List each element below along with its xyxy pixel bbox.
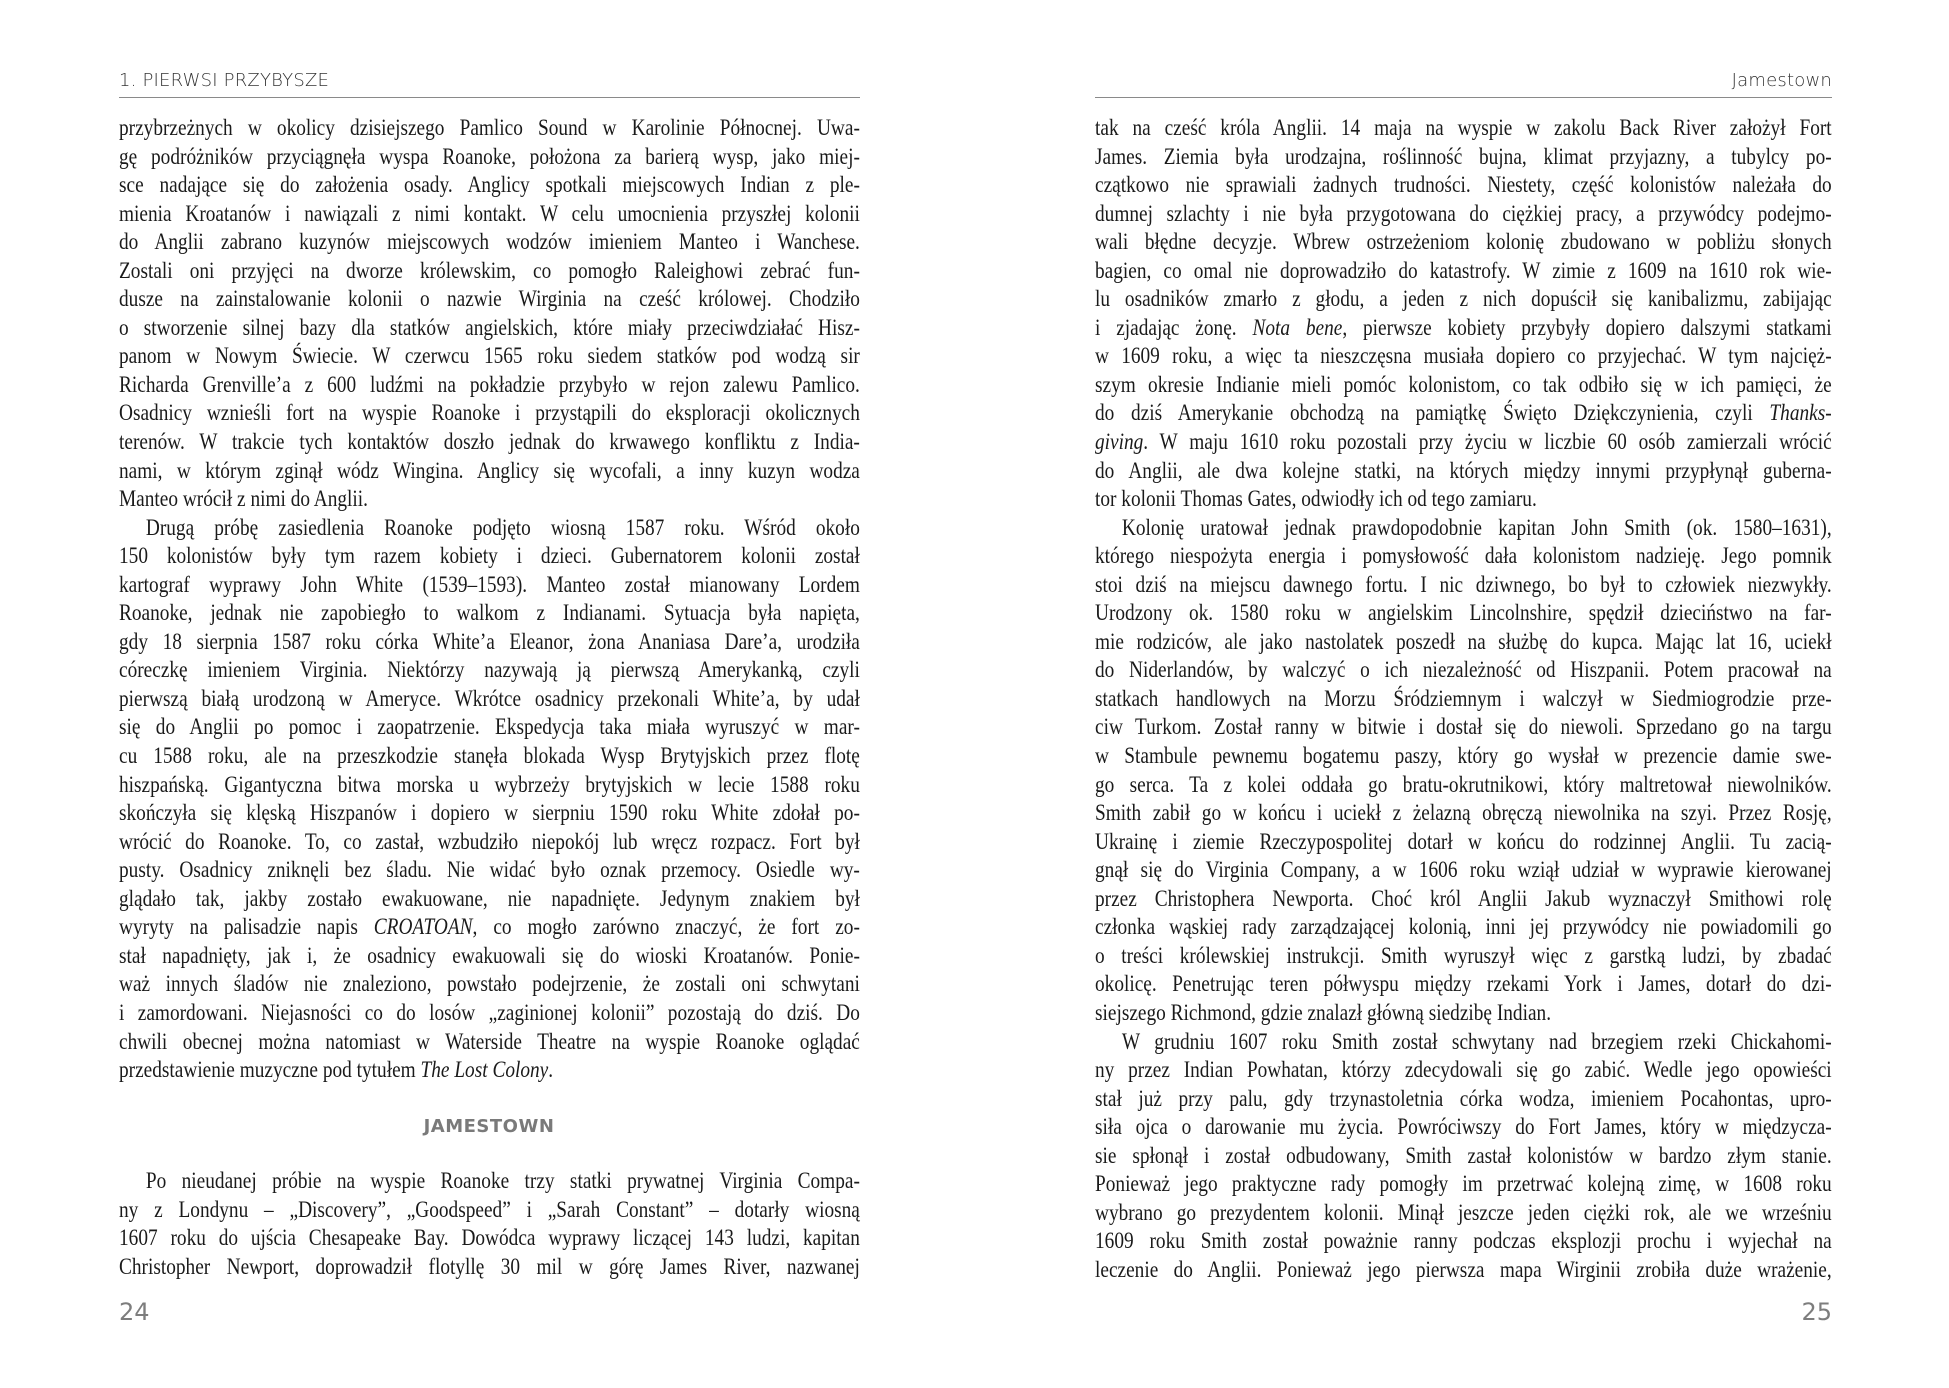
- text-line: siła ojca o darowanie mu życia. Powróciwszy do Fort James, który w międzycza-: [1095, 1114, 1832, 1140]
- text-line: chwili obecnej można natomiast w Waterside Theatre na wyspie Roanoke oglądać: [119, 1028, 860, 1054]
- text-line: 150 kolonistów były tym razem kobiety i dzieci. Gubernatorem kolonii został: [119, 543, 860, 569]
- header-rule-right: [1095, 97, 1832, 98]
- section-heading: JAMESTOWN: [423, 1116, 555, 1137]
- text-line: do Niderlandów, by walczyć o ich niezależność od Hiszpanii. Potem pracował na: [1095, 657, 1832, 683]
- section-body-text: [119, 1167, 1001, 1281]
- text-line: lu osadników zmarło z głodu, a jeden z nich dopuścił się kanibalizmu, zabijając: [1095, 286, 1832, 312]
- text-segment: i zjadając żonę.: [1095, 314, 1253, 340]
- text-line: nami, w którym zginął wódz Wingina. Anglicy się wycofali, a inny kuzyn wodza: [119, 457, 860, 483]
- text-line: leczenie do Anglii. Ponieważ jego pierwsza mapa Wirginii zrobiła duże wrażenie,: [1095, 1256, 1832, 1282]
- text-line: Richarda Grenville’a z 600 ludźmi na pokładzie przybyło w rejon zalewu Pamlico.: [119, 371, 860, 397]
- text-line: którego niespożyta energia i pomysłowość dała kolonistom nadzieję. Jego pomnik: [1095, 543, 1832, 569]
- text-line: do Anglii, ale dwa kolejne statki, na których między innymi przypłynął guberna-: [1095, 457, 1832, 483]
- text-line: ny przez Indian Powhatan, którzy zdecydowali się go zabić. Wedle jego opowieści: [1095, 1057, 1832, 1083]
- text-line: wrócić do Roanoke. To, co zastał, wzbudziło niepokój lub wręcz rozpacz. Fort był: [119, 828, 860, 854]
- text-line: o stworzenie silnej bazy dla statków angielskich, które miały przeciwdziałać Hisz-: [119, 314, 860, 340]
- text-line: W grudniu 1607 roku Smith został schwytany nad brzegiem rzeki Chickahomi-: [1121, 1028, 1832, 1054]
- text-line: Ukrainę i ziemie Rzeczypospolitej dotarł w końcu do rodzinnej Anglii. Tu zacią-: [1095, 828, 1832, 854]
- text-line: ny z Londynu – „Discovery”, „Goodspeed” i „Sarah Constant” – dotarły wiosną: [119, 1196, 860, 1222]
- italic-text: Nota bene: [1252, 314, 1343, 340]
- text-line: Urodzony ok. 1580 roku w angielskim Lincolnshire, spędził dzieciństwo na far-: [1095, 600, 1832, 626]
- text-line: tor kolonii Thomas Gates, odwiodły ich od tego zamiaru.: [1095, 486, 1537, 512]
- text-line: kartograf wyprawy John White (1539–1593). Manteo został mianowany Lordem: [119, 571, 860, 597]
- text-line: statkach handlowych na Morzu Śródziemnym i walczył w Siedmiogrodzie prze-: [1095, 685, 1832, 711]
- text-line: 1607 roku do ujścia Chesapeake Bay. Dowódca wyprawy liczącej 143 ludzi, kapitan: [119, 1225, 860, 1251]
- text-line: gę podróżników przyciągnęła wyspa Roanoke, położona za barierą wysp, jako miej-: [119, 143, 860, 169]
- text-line: [1095, 428, 1832, 457]
- text-line: wali błędne decyzje. Wbrew ostrzeżeniom kolonię zbudowano w pobliżu słonych: [1095, 229, 1832, 255]
- text-line: [119, 1056, 860, 1085]
- text-line: przez Christophera Newporta. Choć król Anglii Jakub wyznaczył Smithowi rolę: [1095, 885, 1832, 911]
- text-line: Smith zabił go w końcu i uciekł z żelazną obręczą niewolnika na szyi. Przez Rosję,: [1095, 800, 1832, 826]
- text-line: o treści królewskiej instrukcji. Smith wyruszył więc z garstką ludzi, by zbadać: [1095, 942, 1832, 968]
- italic-text: The Lost Colony: [420, 1057, 549, 1083]
- text-line: siejszego Richmond, gdzie znalazł główną siedzibę Indian.: [1095, 999, 1552, 1025]
- text-segment: przedstawienie muzyczne pod tytułem: [119, 1057, 421, 1083]
- text-line: i zamordowani. Niejasności co do losów „zaginionej kolonii” pozostają do dziś. Do: [119, 999, 860, 1025]
- text-line: do Anglii zabrano kuzynów miejscowych wodzów imieniem Manteo i Wanchese.: [119, 229, 860, 255]
- text-line: się do Anglii po pomoc i zaopatrzenie. Ekspedycja taka miała wyruszyć w mar-: [119, 714, 860, 740]
- header-rule-left: [119, 97, 860, 98]
- text-line: mie rodziców, ale jako nastolatek poszedł na służbę do kupca. Mając lat 16, uciekł: [1095, 628, 1832, 654]
- text-line: czątkowo nie sprawiali żadnych trudności. Niestety, część kolonistów należała do: [1095, 172, 1832, 198]
- text-line: dumnej szlachty i nie była przygotowana do ciężkiej pracy, a przywódcy podejmo-: [1095, 200, 1832, 226]
- text-line: [119, 913, 860, 942]
- text-line: Manteo wrócił z nimi do Anglii.: [119, 486, 368, 512]
- text-line: przybrzeżnych w okolicy dzisiejszego Pamlico Sound w Karolinie Północnej. Uwa-: [119, 115, 860, 140]
- text-line: go serca. Ta z kolei oddała go bratu-okrutnikowi, który maltretował niewolników.: [1095, 771, 1832, 797]
- right-body-text: [1095, 114, 1949, 1284]
- text-line: Osadnicy wznieśli fort na wyspie Roanoke i przystąpili do eksploracji okolicznych: [119, 400, 860, 426]
- text-line: [1095, 399, 1832, 428]
- text-segment: . W maju 1610 roku pozostali przy życiu w liczbie 60 osób zamierzali wrócić: [1143, 429, 1832, 455]
- text-line: okolicę. Penetrując teren półwyspu między rzekami York i James, dotarł do dzi-: [1095, 971, 1832, 997]
- text-line: terenów. W trakcie tych kontaktów doszło jednak do krwawego konfliktu z India-: [119, 429, 860, 455]
- text-line: cu 1588 roku, ale na przeszkodzie stanęła blokada Wysp Brytyjskich przez flotę: [119, 743, 860, 769]
- text-line: [1095, 314, 1832, 343]
- text-line: dusze na zainstalowanie kolonii o nazwie Wirginia na cześć królowej. Chodziło: [119, 286, 860, 312]
- text-segment: .: [548, 1057, 554, 1083]
- text-segment: do dziś Amerykanie obchodzą na pamiątkę Święto Dziękczynienia, czyli: [1095, 400, 1770, 426]
- text-line: bagien, co omal nie doprowadziło do katastrofy. W zimie z 1609 na 1610 rok wie-: [1095, 257, 1832, 283]
- text-line: sce nadające się do założenia osady. Anglicy spotkali miejscowych Indian z ple-: [119, 172, 860, 198]
- text-line: glądało tak, jakby zostało ewakuowane, nie napadnięte. Jedynym znakiem był: [119, 885, 860, 911]
- page-number-right: 25: [1801, 1298, 1832, 1326]
- text-segment: , pierwsze kobiety przybyły dopiero dalszymi statkami: [1342, 314, 1832, 340]
- text-line: ciw Turkom. Został ranny w bitwie i dostał się do niewoli. Sprzedano go na targu: [1095, 714, 1832, 740]
- text-line: córeczkę imieniem Virginia. Niektórzy nazywają ją pierwszą Amerykanką, czyli: [119, 657, 860, 683]
- text-line: stał napadnięty, jak i, że osadnicy ewakuowali się do wioski Kroatanów. Ponie-: [119, 942, 860, 968]
- text-line: szym okresie Indianie mieli pomóc kolonistom, co tak odbiło się w ich pamięci, że: [1095, 371, 1832, 397]
- running-head-right: Jamestown: [1731, 70, 1832, 91]
- text-line: członka wąskiej rady zarządzającej kolonią, inni jej przywódcy nie powiadomili go: [1095, 914, 1832, 940]
- text-line: pusty. Osadnicy zniknęli bez śladu. Nie widać było oznak przemocy. Osiedle wy-: [119, 857, 860, 883]
- text-line: w 1609 roku, a więc ta nieszczęsna musiała dopiero co przyjechać. W tym najcięż-: [1095, 343, 1832, 369]
- text-line: Zostali oni przyjęci na dworze królewskim, co pomogło Raleighowi zebrać fun-: [119, 257, 860, 283]
- text-line: Kolonię uratował jednak prawdopodobnie kapitan John Smith (ok. 1580–1631),: [1121, 514, 1832, 540]
- text-line: sie spłonął i został odbudowany, Smith zastał kolonistów w bardzo złym stanie.: [1095, 1142, 1832, 1168]
- text-segment: , co mogło zarówno znaczyć, że fort zo-: [472, 914, 860, 940]
- text-line: tak na cześć króla Anglii. 14 maja na wyspie w zakolu Back River założył Fort: [1095, 115, 1832, 140]
- italic-text: giving: [1095, 429, 1144, 455]
- text-line: gdy 18 sierpnia 1587 roku córka White’a Eleanor, żona Ananiasa Dare’a, urodziła: [119, 628, 860, 654]
- text-line: Drugą próbę zasiedlenia Roanoke podjęto wiosną 1587 roku. Wśród około: [145, 514, 860, 540]
- text-line: hiszpańską. Gigantyczna bitwa morska u wybrzeży brytyjskich w lecie 1588 roku: [119, 771, 860, 797]
- text-line: wybrano go prezydentem kolonii. Minął jeszcze jeden ciężki rok, ale we wrześniu: [1095, 1199, 1832, 1225]
- text-line: stoi dziś na miejscu dawnego fortu. I nic dziwnego, bo był to człowiek niezwykły.: [1095, 571, 1832, 597]
- text-line: panom w Nowym Świecie. W czerwcu 1565 roku siedem statków pod wodzą sir: [119, 343, 860, 369]
- italic-text: CROATOAN: [373, 914, 473, 940]
- text-line: Po nieudanej próbie na wyspie Roanoke trzy statki prywatnej Virginia Compa-: [145, 1168, 860, 1193]
- page-number-left: 24: [119, 1298, 150, 1326]
- italic-text: Thanks-: [1769, 400, 1832, 426]
- text-line: James. Ziemia była urodzajna, roślinność bujna, klimat przyjazny, a tubylcy po-: [1095, 143, 1832, 169]
- text-segment: wyryty na palisadzie napis: [119, 914, 374, 940]
- text-line: Ponieważ jego praktyczne rady pomogły im przetrwać kolejną zimę, w 1608 roku: [1095, 1171, 1832, 1197]
- text-line: Roanoke, jednak nie zapobiegło to walkom z Indianami. Sytuacja była napięta,: [119, 600, 860, 626]
- text-line: mienia Kroatanów i nawiązali z nimi kontakt. W celu umocnienia przyszłej kolonii: [119, 200, 860, 226]
- running-head-left: 1. PIERWSI PRZYBYSZE: [119, 70, 330, 91]
- left-body-text: [119, 114, 1001, 1085]
- text-line: w Stambule pewnemu bogatemu paszy, który go wysłał w prezencie damie swe-: [1095, 743, 1832, 769]
- text-line: pierwszą białą urodzoną w Ameryce. Wkrótce osadnicy przekonali White’a, by udał: [119, 685, 860, 711]
- text-line: gnął się do Virginia Company, a w 1606 roku wziął udział w wyprawie kierowanej: [1095, 857, 1832, 883]
- text-line: skończyła się klęską Hiszpanów i dopiero w sierpniu 1590 roku White zdołał po-: [119, 800, 860, 826]
- text-line: waż innych śladów nie znaleziono, powstało podejrzenie, że zostali oni schwytani: [119, 971, 860, 997]
- text-line: Christopher Newport, doprowadził flotyllę 30 mil w górę James River, nazwanej: [119, 1253, 860, 1279]
- text-line: 1609 roku Smith został poważnie ranny podczas eksplozji prochu i wyjechał na: [1095, 1228, 1832, 1254]
- text-line: stał już przy palu, gdy trzynastoletnia córka wodza, imieniem Pocahontas, upro-: [1095, 1085, 1832, 1111]
